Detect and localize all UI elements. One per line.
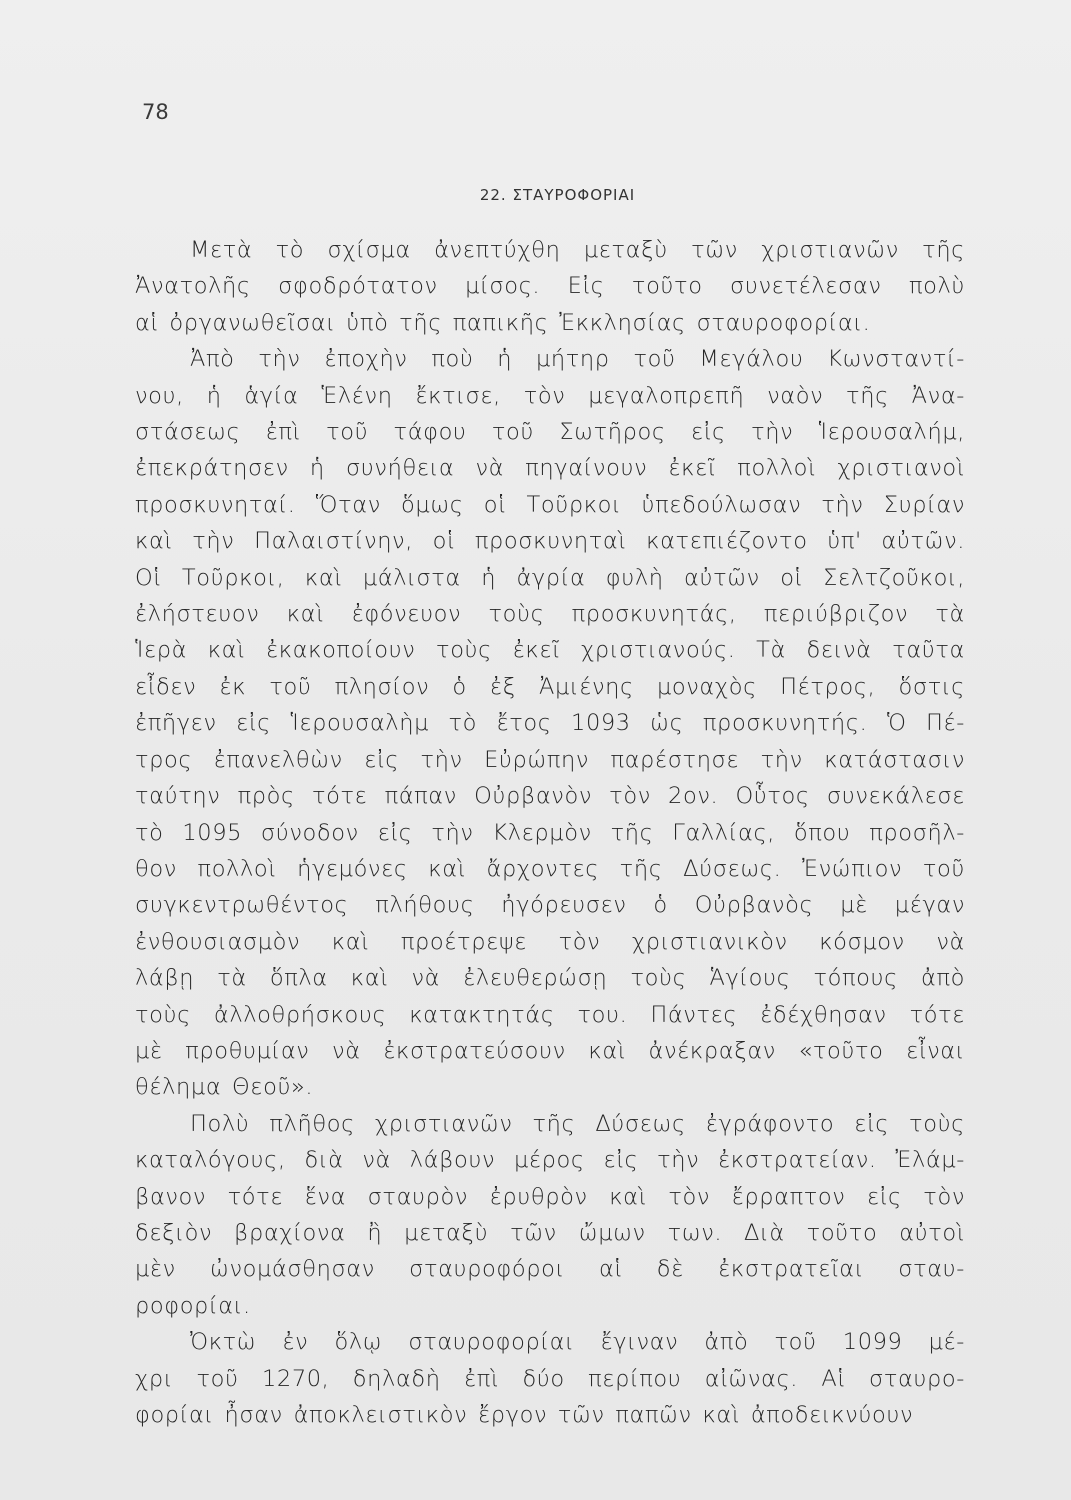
text-line: δεξιὸν βραχίονα ἢ μεταξὺ τῶν ὤμων των. Διὰ τοῦτο αὐτοὶ [135, 1219, 965, 1246]
chapter-title: 22. ΣΤΑΥΡΟΦΟΡΙΑΙ [479, 186, 636, 204]
text-line: αἱ ὀργανωθεῖσαι ὑπὸ τῆς παπικῆς Ἐκκλησίας σταυροφορίαι. [135, 309, 871, 336]
text-line: Ὀκτὼ ἐν ὅλῳ σταυροφορίαι ἔγιναν ἀπὸ τοῦ 1099 μέ- [190, 1329, 965, 1356]
text-line: καταλόγους, διὰ νὰ λάβουν μέρος εἰς τὴν ἐκστρατείαν. Ἐλάμ- [135, 1147, 965, 1174]
text-line: τρος ἐπανελθὼν εἰς τὴν Εὐρώπην παρέστησε τὴν κατάστασιν [135, 746, 965, 773]
text-line: στάσεως ἐπὶ τοῦ τάφου τοῦ Σωτῆρος εἰς τὴν Ἱερουσαλήμ, [135, 419, 965, 446]
text-line: Ἀνατολῆς σφοδρότατον μίσος. Εἰς τοῦτο συνετέλεσαν πολὺ [135, 273, 965, 300]
paragraph [135, 1324, 965, 1433]
text-line: Ἱερὰ καὶ ἐκακοποίουν τοὺς ἐκεῖ χριστιανούς. Τὰ δεινὰ ταῦτα [135, 637, 965, 664]
text-line: προσκυνηταί. Ὅταν ὅμως οἱ Τοῦρκοι ὑπεδούλωσαν τὴν Συρίαν [135, 491, 965, 518]
text-line: τὸ 1095 σύνοδον εἰς τὴν Κλερμὸν τῆς Γαλλίας, ὅπου προσῆλ- [135, 819, 965, 846]
page-number: 78 [142, 100, 169, 124]
text-line: χρι τοῦ 1270, δηλαδὴ ἐπὶ δύο περίπου αἰῶνας. Αἱ σταυρο- [135, 1365, 965, 1392]
text-line: Μετὰ τὸ σχίσμα ἀνεπτύχθη μεταξὺ τῶν χριστιανῶν τῆς [190, 237, 965, 263]
text-line: ροφορίαι. [135, 1292, 251, 1319]
text-line: θέλημα Θεοῦ». [135, 1074, 314, 1101]
text-line: ἐπῆγεν εἰς Ἱερουσαλὴμ τὸ ἔτος 1093 ὡς προσκυνητής. Ὁ Πέ- [135, 710, 965, 737]
text-line: συγκεντρωθέντος πλήθους ἠγόρευσεν ὁ Οὐρβανὸς μὲ μέγαν [135, 892, 965, 919]
text-line: εἶδεν ἐκ τοῦ πλησίον ὁ ἐξ Ἀμιένης μοναχὸς Πέτρος, ὅστις [135, 673, 965, 700]
text-line: ἐλήστευον καὶ ἐφόνευον τοὺς προσκυνητάς, περιύβριζον τὰ [135, 601, 965, 628]
text-line: λάβῃ τὰ ὅπλα καὶ νὰ ἐλευθερώσῃ τοὺς Ἁγίους τόπους ἀπὸ [135, 965, 965, 992]
text-line: ἐνθουσιασμὸν καὶ προέτρεψε τὸν χριστιανικὸν κόσμον νὰ [135, 928, 965, 955]
paragraph [135, 341, 965, 1106]
text-line: Πολὺ πλῆθος χριστιανῶν τῆς Δύσεως ἐγράφοντο εἰς τοὺς [190, 1110, 965, 1137]
text-line: νου, ἡ ἁγία Ἑλένη ἔκτισε, τὸν μεγαλοπρεπῆ ναὸν τῆς Ἀνα- [135, 382, 965, 409]
text-line: τοὺς ἀλλοθρήσκους κατακτητάς του. Πάντες ἐδέχθησαν τότε [135, 1001, 965, 1028]
text-line: Ἀπὸ τὴν ἐποχὴν ποὺ ἡ μήτηρ τοῦ Μεγάλου Κωνσταντί- [190, 346, 965, 373]
text-line: καὶ τὴν Παλαιστίνην, οἱ προσκυνηταὶ κατεπιέζοντο ὑπ' αὐτῶν. [135, 528, 965, 555]
text-line: Οἱ Τοῦρκοι, καὶ μάλιστα ἡ ἀγρία φυλὴ αὐτῶν οἱ Σελτζοῦκοι, [135, 564, 965, 591]
paragraph [135, 1106, 965, 1324]
text-line: βανον τότε ἕνα σταυρὸν ἐρυθρὸν καὶ τὸν ἔρραπτον εἰς τὸν [135, 1183, 965, 1210]
body-text [135, 232, 965, 1433]
text-line: μὲν ὠνομάσθησαν σταυροφόροι αἱ δὲ ἐκστρατεῖαι σταυ- [135, 1256, 965, 1283]
paragraph [135, 232, 965, 341]
text-line: μὲ προθυμίαν νὰ ἐκστρατεύσουν καὶ ἀνέκραξαν «τοῦτο εἶναι [135, 1037, 965, 1064]
text-line: ἐπεκράτησεν ἡ συνήθεια νὰ πηγαίνουν ἐκεῖ πολλοὶ χριστιανοὶ [135, 455, 965, 482]
text-line: φορίαι ἦσαν ἀποκλειστικὸν ἔργον τῶν παπῶν καὶ ἀποδεικνύουν [135, 1402, 914, 1428]
text-line: θον πολλοὶ ἡγεμόνες καὶ ἄρχοντες τῆς Δύσεως. Ἐνώπιον τοῦ [135, 855, 965, 882]
text-line: ταύτην πρὸς τότε πάπαν Οὐρβανὸν τὸν 2ον. Οὗτος συνεκάλεσε [135, 783, 965, 810]
